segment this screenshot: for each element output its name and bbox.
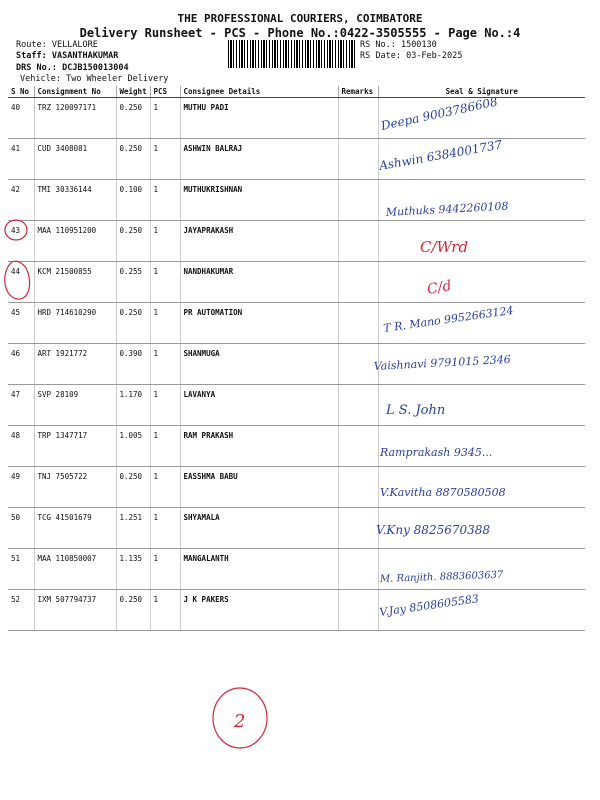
cell-pcs: 1 bbox=[150, 385, 180, 426]
cell-consignment-no: HRD 714610290 bbox=[34, 303, 116, 344]
cell-weight: 0.250 bbox=[116, 221, 150, 262]
cell-weight: 0.250 bbox=[116, 98, 150, 139]
cell-sno: 47 bbox=[8, 385, 34, 426]
signature-row-40: Deepa 9003786608 bbox=[379, 94, 499, 133]
cell-consignee: MANGALANTH bbox=[180, 549, 338, 590]
signature-row-44: C/d bbox=[425, 277, 453, 298]
cell-pcs: 1 bbox=[150, 139, 180, 180]
cell-consignment-no: MAA 110951200 bbox=[34, 221, 116, 262]
cell-weight: 1.251 bbox=[116, 508, 150, 549]
rs-date-label: RS Date: bbox=[360, 51, 401, 61]
route-value: VELLALORE bbox=[51, 40, 98, 50]
cell-consignment-no: TNJ 7505722 bbox=[34, 467, 116, 508]
signature-row-43: C/Wrd bbox=[420, 238, 469, 256]
cell-sno: 49 bbox=[8, 467, 34, 508]
cell-pcs: 1 bbox=[150, 221, 180, 262]
cell-consignment-no: TMI 30336144 bbox=[34, 180, 116, 221]
cell-consignment-no: ART 1921772 bbox=[34, 344, 116, 385]
cell-weight: 0.250 bbox=[116, 590, 150, 631]
cell-weight: 1.135 bbox=[116, 549, 150, 590]
cell-consignee: EASSHMA BABU bbox=[180, 467, 338, 508]
staff-label: Staff: bbox=[16, 51, 47, 61]
cell-weight: 0.250 bbox=[116, 467, 150, 508]
cell-consignee: SHANMUGA bbox=[180, 344, 338, 385]
col-header-pcs: PCS bbox=[150, 86, 180, 98]
drs-label: DRS No.: bbox=[16, 63, 57, 73]
cell-sno: 51 bbox=[8, 549, 34, 590]
cell-pcs: 1 bbox=[150, 426, 180, 467]
rs-date-value: 03-Feb-2025 bbox=[406, 51, 463, 61]
row-44-circle bbox=[5, 261, 30, 299]
cell-consignee: LAVANYA bbox=[180, 385, 338, 426]
col-header-sno: S No bbox=[8, 86, 34, 98]
cell-sno: 42 bbox=[8, 180, 34, 221]
cell-consignment-no: CUD 3408081 bbox=[34, 139, 116, 180]
cell-weight: 1.170 bbox=[116, 385, 150, 426]
cell-sno: 45 bbox=[8, 303, 34, 344]
cell-consignment-no: MAA 110850007 bbox=[34, 549, 116, 590]
signature-row-46: Vaishnavi 9791015 2346 bbox=[373, 352, 512, 373]
cell-sno: 50 bbox=[8, 508, 34, 549]
signature-row-49: V.Kavitha 8870580508 bbox=[380, 486, 506, 499]
cell-consignee: NANDHAKUMAR bbox=[180, 262, 338, 303]
signature-row-51: M. Ranjith. 8883603637 bbox=[379, 569, 504, 585]
cell-weight: 0.255 bbox=[116, 262, 150, 303]
signature-row-42: Muthuks 9442260108 bbox=[385, 199, 509, 219]
cell-sno: 48 bbox=[8, 426, 34, 467]
cell-sno: 41 bbox=[8, 139, 34, 180]
cell-consignee: SHYAMALA bbox=[180, 508, 338, 549]
company-title: THE PROFESSIONAL COURIERS, COIMBATORE bbox=[177, 12, 423, 25]
cell-sno: 52 bbox=[8, 590, 34, 631]
cell-sno: 44 bbox=[8, 262, 34, 303]
signature-row-48: Ramprakash 9345... bbox=[380, 446, 493, 459]
signature-row-50: V.Kny 8825670388 bbox=[376, 523, 491, 537]
route-label: Route: bbox=[16, 40, 47, 50]
cell-consignment-no: SVP 28109 bbox=[34, 385, 116, 426]
col-header-remarks: Remarks bbox=[338, 86, 378, 98]
cell-sno: 40 bbox=[8, 98, 34, 139]
cell-pcs: 1 bbox=[150, 303, 180, 344]
col-header-signature: Seal & Signature bbox=[378, 86, 585, 98]
rs-no-value: 1500130 bbox=[400, 40, 437, 50]
signature-row-41: Ashwin 6384001737 bbox=[378, 137, 504, 173]
cell-pcs: 1 bbox=[150, 467, 180, 508]
cell-weight: 0.390 bbox=[116, 344, 150, 385]
runsheet-subtitle: Delivery Runsheet - PCS - Phone No.:0422-3505555 - Page No.:4 bbox=[79, 26, 521, 40]
cell-pcs: 1 bbox=[150, 344, 180, 385]
cell-weight: 0.250 bbox=[116, 303, 150, 344]
col-header-consignee: Consignee Details bbox=[180, 86, 338, 98]
cell-pcs: 1 bbox=[150, 98, 180, 139]
cell-sno: 43 bbox=[8, 221, 34, 262]
cell-consignment-no: IXM 507794737 bbox=[34, 590, 116, 631]
cell-consignee: J K PAKERS bbox=[180, 590, 338, 631]
cell-consignee: RAM PRAKASH bbox=[180, 426, 338, 467]
cell-consignment-no: TRP 1347717 bbox=[34, 426, 116, 467]
cell-weight: 0.100 bbox=[116, 180, 150, 221]
cell-consignee: MUTHUKRISHNAN bbox=[180, 180, 338, 221]
cell-pcs: 1 bbox=[150, 508, 180, 549]
col-header-consignment: Consignment No bbox=[34, 86, 116, 98]
row-43-circle bbox=[5, 220, 27, 240]
signature-row-47: L S. John bbox=[386, 403, 446, 418]
cell-consignee: MUTHU PADI bbox=[180, 98, 338, 139]
vehicle-value: Two Wheeler Delivery bbox=[66, 74, 169, 84]
cell-pcs: 1 bbox=[150, 590, 180, 631]
cell-pcs: 1 bbox=[150, 549, 180, 590]
rs-no-label: RS No.: bbox=[360, 40, 396, 50]
cell-pcs: 1 bbox=[150, 262, 180, 303]
col-header-weight: Weight bbox=[116, 86, 150, 98]
drs-value: DCJB150013004 bbox=[62, 63, 129, 73]
staff-value: VASANTHAKUMAR bbox=[51, 51, 119, 61]
cell-weight: 1.005 bbox=[116, 426, 150, 467]
cell-consignment-no: TRZ 120097171 bbox=[34, 98, 116, 139]
cell-consignee: ASHWIN BALRAJ bbox=[180, 139, 338, 180]
cell-pcs: 1 bbox=[150, 180, 180, 221]
cell-sno: 46 bbox=[8, 344, 34, 385]
vehicle-label: Vehicle: bbox=[20, 74, 61, 84]
page-mark-number: 2 bbox=[234, 711, 246, 732]
cell-weight: 0.250 bbox=[116, 139, 150, 180]
cell-consignee: PR AUTOMATION bbox=[180, 303, 338, 344]
signature-row-45: T R. Mano 9952663124 bbox=[382, 303, 515, 335]
cell-consignment-no: KCM 21500855 bbox=[34, 262, 116, 303]
cell-consignee: JAYAPRAKASH bbox=[180, 221, 338, 262]
signature-row-52: V.Jay 8508605583 bbox=[378, 592, 480, 619]
cell-consignment-no: TCG 41501679 bbox=[34, 508, 116, 549]
